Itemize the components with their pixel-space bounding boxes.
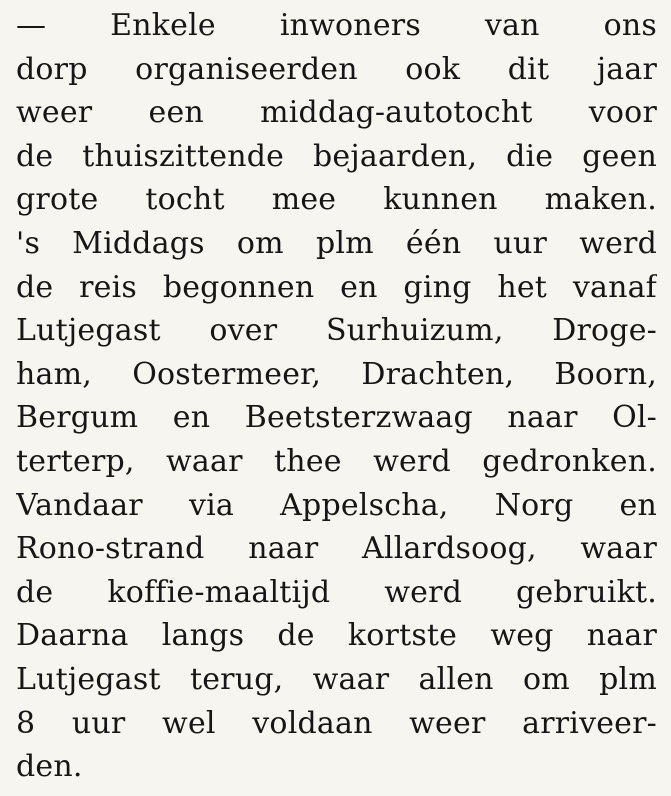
article-line: Daarna langs de kortste weg naar (16, 618, 657, 654)
article-line: ham, Oostermeer, Drachten, Boorn, (16, 356, 657, 392)
article-line: den. (16, 749, 83, 785)
article-line: Lutjegast over Surhuizum, Droge- (16, 313, 657, 349)
article-line: Lutjegast terug, waar allen om plm (16, 661, 657, 697)
article-line: — Enkele inwoners van ons (16, 8, 657, 43)
article-line: dorp organiseerden ook dit jaar (16, 51, 657, 87)
article-line: de reis begonnen en ging het vanaf (16, 269, 657, 305)
article-line: weer een middag-autotocht voor (16, 95, 657, 131)
article-line: de koffie-maaltijd werd gebruikt. (16, 574, 657, 610)
article-line: Vandaar via Appelscha, Norg en (16, 487, 657, 523)
article-line: de thuiszittende bejaarden, die geen (16, 138, 657, 174)
article-text (16, 4, 657, 789)
article-line: Rono-strand naar Allardsoog, waar (16, 531, 657, 567)
article-line: 's Middags om plm één uur werd (16, 225, 657, 261)
article-line: Bergum en Beetsterzwaag naar Ol- (16, 400, 657, 436)
article-line: 8 uur wel voldaan weer arriveer- (16, 705, 657, 741)
article-line: grote tocht mee kunnen maken. (16, 182, 657, 218)
article-line: terterp, waar thee werd gedronken. (16, 443, 657, 479)
